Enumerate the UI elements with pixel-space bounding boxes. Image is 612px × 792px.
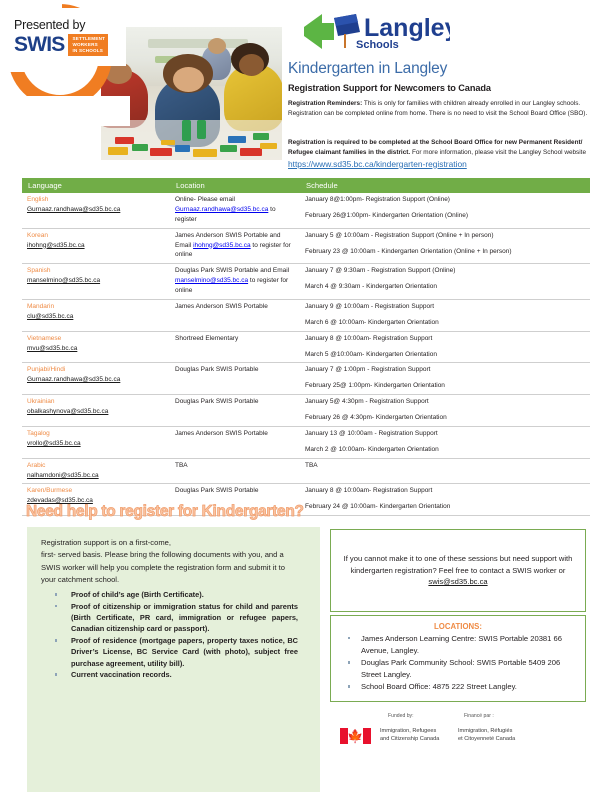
required-document-item: Current vaccination records. (41, 669, 298, 680)
swis-tagline (68, 34, 108, 57)
language-contact-email[interactable]: vrollo@sd35.bc.ca (27, 439, 81, 447)
locations-list (339, 633, 577, 693)
swis-tagline-line3: IN SCHOOLS (72, 48, 104, 54)
schedule-entry: March 4 @ 9:30am - Kindergarten Orientation (305, 283, 437, 291)
canada-flag-icon (340, 728, 371, 744)
children-playing-photo (101, 27, 282, 160)
reminders-label: Registration Reminders: (288, 100, 363, 107)
table-row (22, 299, 590, 331)
page-subtitle: Registration Support for Newcomers to Canada (288, 83, 491, 93)
cell-location: James Anderson SWIS Portable (170, 299, 300, 331)
ircc-french (458, 728, 515, 744)
funded-by-label-fr: Financé par : (464, 713, 494, 719)
language-name: Punjabi/Hindi (27, 366, 66, 374)
cell-location: TBA (170, 458, 300, 484)
cell-schedule (300, 264, 590, 300)
language-contact-email[interactable]: ihohng@sd35.bc.ca (27, 241, 85, 249)
ircc-fr-line1: Immigration, Réfugiés (458, 728, 513, 735)
langley-logo-svg (300, 10, 450, 58)
cell-language (22, 331, 170, 363)
cell-location: Shortreed Elementary (170, 331, 300, 363)
schedule-entry: February 25@ 1:00pm- Kindergarten Orientation (305, 382, 445, 390)
schedule-entry: March 6 @ 10:00am- Kindergarten Orientation (305, 318, 439, 326)
schedule-entry: January 9 @ 10:00am - Registration Support (305, 302, 435, 310)
ircc-row (340, 728, 590, 744)
table-row (22, 193, 590, 228)
language-contact-email[interactable]: manselmino@sd35.bc.ca (27, 277, 101, 285)
cell-language (22, 228, 170, 264)
language-name: Mandarin (27, 302, 55, 310)
svg-text:Langley: Langley (364, 14, 450, 42)
language-contact-email[interactable]: Gurnaaz.randhawa@sd35.bc.ca (27, 376, 121, 384)
table-row (22, 395, 590, 427)
svg-text:Schools: Schools (356, 39, 399, 51)
cell-schedule (300, 299, 590, 331)
cell-language (22, 395, 170, 427)
swis-presented-by-label: Presented by (14, 17, 86, 32)
ircc-english (380, 728, 458, 744)
schedule-entry: January 5 @ 10:00am - Registration Support (Online + In person) (305, 231, 494, 239)
table-row (22, 331, 590, 363)
language-name: Korean (27, 231, 48, 239)
cell-location: James Anderson SWIS Portable and Email ihohng@sd35.bc.ca to register for online (170, 228, 300, 264)
schedule-entry: January 7 @ 9:30am - Registration Support (Online) (305, 267, 456, 275)
swis-acronym: SWIS (14, 32, 65, 56)
language-name: Tagalog (27, 429, 50, 437)
swis-tagline-line2: WORKERS (72, 41, 98, 47)
language-contact-email[interactable]: Gurnaaz.randhawa@sd35.bc.ca (27, 205, 121, 213)
funded-by-label-en: Funded by: (388, 713, 414, 719)
cell-location: Douglas Park SWIS Portable and Email manselmino@sd35.bc.ca to register for online (170, 264, 300, 300)
schedule-entry: February 26@1:00pm- Kindergarten Orientation (Online) (305, 211, 469, 219)
column-header-schedule: Schedule (300, 178, 590, 193)
registration-support-intro: Registration support is on a first-come, first- served basis. Please bring the following documents with you, and a SWIS worker will help you complete the registration form and submit it to your catchment school. (41, 538, 285, 584)
column-header-language: Language (22, 178, 170, 193)
language-name: Vietnamese (27, 334, 62, 342)
required-label: Registration is required to be completed at the School Board Office for new Permanent Resident/ Refugee claimant families in the district. (288, 139, 583, 156)
cell-location: Douglas Park SWIS Portable (170, 484, 300, 516)
location-item: Douglas Park Community School: SWIS Portable 5409 206 Street Langley. (339, 657, 577, 681)
table-row (22, 458, 590, 484)
ircc-en-line1: Immigration, Refugees (380, 728, 437, 735)
locations-title: LOCATIONS: (434, 622, 482, 631)
language-name: Karen/Burmese (27, 487, 73, 495)
ircc-wordmark (380, 728, 515, 744)
table-body (22, 193, 590, 516)
language-contact-email[interactable]: clu@sd35.bc.ca (27, 312, 74, 320)
cell-schedule (300, 331, 590, 363)
cell-schedule (300, 193, 590, 228)
swis-email-link[interactable]: swis@sd35.bc.ca (428, 577, 488, 587)
schedule-entry: TBA (305, 461, 318, 469)
arc-mask-bottom (0, 96, 130, 126)
cell-location: Douglas Park SWIS Portable (170, 395, 300, 427)
ircc-fr-line2: et Citoyenneté Canada (458, 736, 516, 742)
language-contact-email[interactable]: zdevadas@sd35.bc.ca (27, 497, 93, 505)
swis-logo (6, 8, 126, 66)
cell-schedule (300, 484, 590, 516)
schedule-entry: March 2 @ 10:00am- Kindergarten Orientation (305, 445, 439, 453)
cell-language (22, 426, 170, 458)
contact-swis-text (343, 553, 573, 589)
kindergarten-registration-link[interactable]: https://www.sd35.bc.ca/kindergarten-registration (288, 158, 467, 169)
cell-language (22, 299, 170, 331)
page-header (0, 0, 612, 172)
funder-labels (340, 713, 590, 719)
column-header-location: Location (170, 178, 300, 193)
schedule-entry: February 23 @ 10:00am - Kindergarten Orientation (Online + In person) (305, 247, 512, 255)
table-row (22, 363, 590, 395)
cell-location: Douglas Park SWIS Portable (170, 363, 300, 395)
cell-language (22, 264, 170, 300)
schedule-entry: January 8@1:00pm- Registration Support (Online) (305, 196, 450, 203)
langley-schools-logo (300, 10, 450, 63)
registration-reminders (288, 99, 588, 119)
table-row (22, 228, 590, 264)
cell-schedule (300, 363, 590, 395)
required-document-item: Proof of residence (mortgage papers, property taxes notice, BC Driver’s License, BC Service Card (with photo), subject free purchase agreement, utility bill). (41, 635, 298, 669)
location-item: James Anderson Learning Centre: SWIS Portable 20381 66 Avenue, Langley. (339, 633, 577, 657)
ircc-en-line2: and Citizenship Canada (380, 736, 440, 742)
cell-location: Online- Please email Gurnaaz.randhawa@sd35.bc.ca to register (170, 193, 300, 228)
schedule-entry: January 13 @ 10:00am - Registration Support (305, 429, 438, 437)
schedule-entry: January 7 @ 1:00pm - Registration Support (305, 366, 431, 374)
locations-box (330, 615, 586, 702)
language-contact-email[interactable]: mvu@sd35.bc.ca (27, 344, 78, 352)
required-document-item: Proof of child’s age (Birth Certificate). (41, 589, 298, 600)
schedule-entry: February 24 @ 10:00am- Kindergarten Orientation (305, 503, 451, 511)
cell-schedule (300, 395, 590, 427)
swis-tagline-line1: SETTLEMENT (72, 35, 106, 41)
reminders-text: This is only for families with children already enrolled in our Langley schools. Registration can be completed online from home. There is no need to visit the School Board Office (SBO). (288, 100, 588, 118)
schedule-entry: January 8 @ 10:00am- Registration Support (305, 334, 433, 342)
registration-required-note (288, 138, 588, 171)
swis-logo-row (14, 34, 108, 57)
cell-schedule (300, 426, 590, 458)
contact-swis-copy: If you cannot make it to one of these sessions but need support with kindergarten registration? Feel free to contact a SWIS worker or (343, 553, 573, 575)
funder-credit (340, 713, 590, 744)
language-schedule-table (22, 178, 590, 516)
cell-schedule (300, 228, 590, 264)
cell-language (22, 458, 170, 484)
required-document-item: Proof of citizenship or immigration status for child and parents (Birth Certificate, PR card, immigration or refugee papers, Canadian citizenship card or passport). (41, 601, 298, 635)
cell-language (22, 193, 170, 228)
location-email-link[interactable]: manselmino@sd35.bc.ca (175, 277, 249, 285)
page-title: Kindergarten in Langley (288, 60, 448, 77)
location-email-link[interactable]: ihohng@sd35.bc.ca (193, 241, 251, 249)
maple-leaf-icon: 🍁 (347, 728, 364, 744)
language-contact-email[interactable]: obalkashynova@sd35.bc.ca (27, 408, 109, 415)
table-row (22, 426, 590, 458)
schedule-entry: January 5@ 4:30pm - Registration Support (305, 398, 429, 406)
cell-schedule (300, 458, 590, 484)
registration-requirements-panel (27, 527, 320, 792)
schedule-entry: January 8 @ 10:00am- Registration Support (305, 487, 433, 495)
required-documents-list (41, 589, 298, 681)
language-name: Arabic (27, 461, 46, 469)
language-name: English (27, 196, 49, 203)
schedule-entry: February 26 @ 4:30pm- Kindergarten Orientation (305, 414, 447, 421)
location-email-link[interactable]: Gurnaaz.randhawa@sd35.bc.ca (175, 205, 269, 213)
cell-location: James Anderson SWIS Portable (170, 426, 300, 458)
language-name: Ukrainian (27, 398, 55, 406)
language-contact-email[interactable]: nalhamdoni@sd35.bc.ca (27, 471, 99, 479)
table-header-row (22, 178, 590, 193)
language-name: Spanish (27, 267, 51, 275)
schedule-entry: March 5 @10:00am- Kindergarten Orientation (305, 350, 437, 358)
table-row (22, 264, 590, 300)
contact-swis-box (330, 529, 586, 612)
cell-language (22, 363, 170, 395)
required-text: For more information, please visit the Langley School website (410, 148, 587, 156)
location-item: School Board Office: 4875 222 Street Langley. (339, 681, 577, 693)
need-help-heading: Need help to register for Kindergarten? (26, 503, 304, 520)
